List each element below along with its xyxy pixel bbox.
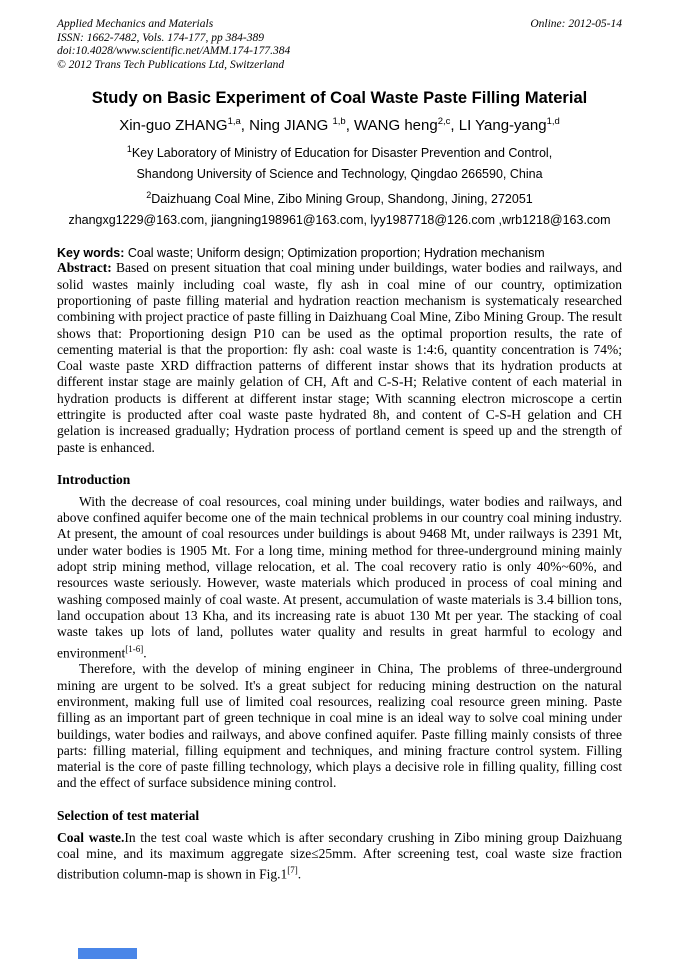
keywords-text: Coal waste; Uniform design; Optimization proportion; Hydration mechanism xyxy=(127,246,545,261)
paragraph-text: Therefore, with the develop of mining engineer in China, The problems of three-underground mining are urgent to be solved. It's a great subject for reducing mining destruction on the natural environment, making full use of limited coal resources, realizing coal resource green mining. Paste filling as an important part of green technique in coal mine is an ideal way to solve coal mining under buildings, water bodies and railways, and above confined aquifer. Paste filling mainly consists of three parts: filling material, filling equipment and techniques, and mining fracture control system. Filling material is the core of paste filling technology, which plays a decisive role in filling quality, filling cost and the effect of surface subsidence mining control. xyxy=(57,661,622,791)
author-name: Xin-guo ZHANG xyxy=(119,117,228,134)
journal-header xyxy=(57,18,622,72)
author-affil-mark: 1,d xyxy=(546,116,560,127)
keywords-line xyxy=(57,246,622,260)
affiliation-line-3 xyxy=(57,185,622,210)
coal-waste-paragraph xyxy=(57,830,622,883)
affiliations xyxy=(57,139,622,210)
citation-ref: [7] xyxy=(287,865,298,876)
section-heading-selection: Selection of test material xyxy=(57,807,200,823)
paper-title: Study on Basic Experiment of Coal Waste Paste Filling Material xyxy=(91,89,588,107)
affiliation-line-2 xyxy=(57,164,622,185)
issn-line: ISSN: 1662-7482, Vols. 174-177, pp 384-389 xyxy=(57,31,264,44)
affiliation-text: Daizhuang Coal Mine, Zibo Mining Group, Shandong, Jining, 272051 xyxy=(151,192,533,207)
paragraph-text: In the test coal waste which is after secondary crushing in Zibo mining group Daizhuang coal mine, and its maximum aggregate size≤25mm. After screening test, coal waste size fraction distribution column-map is shown in Fig.1 xyxy=(57,829,622,882)
paragraph-text: . xyxy=(297,866,302,882)
author-affil-mark: 1,a xyxy=(227,116,241,127)
coal-waste-label: Coal waste. xyxy=(57,829,125,845)
affiliation-line-1 xyxy=(57,139,622,164)
author-name: , Ning JIANG xyxy=(240,117,333,134)
author-emails: zhangxg1229@163.com, jiangning198961@163.com, lyy1987718@126.com ,wrb1218@163.com xyxy=(68,213,611,228)
figure1-column-bar-fragment xyxy=(78,948,137,959)
authors-line xyxy=(57,116,622,134)
author-name: , WANG heng xyxy=(345,117,438,134)
introduction-paragraph-1 xyxy=(57,494,622,661)
author-name: , LI Yang-yang xyxy=(450,117,547,134)
journal-header-row xyxy=(57,18,622,32)
affiliation-text: Shandong University of Science and Technology, Qingdao 266590, China xyxy=(136,167,543,182)
affiliation-text: Key Laboratory of Ministry of Education for Disaster Prevention and Control, xyxy=(131,146,553,161)
affiliation-mark: 1 xyxy=(126,144,132,154)
author-affil-mark: 2,c xyxy=(437,116,451,127)
copyright-line: © 2012 Trans Tech Publications Ltd, Switzerland xyxy=(57,58,285,71)
section-heading-introduction: Introduction xyxy=(57,471,131,487)
abstract-text: Based on present situation that coal mining under buildings, water bodies and railways, and solid wastes mainly including coal waste, fly ash in coal mine of our country, optimization proportioning of paste filling material and hydration reaction mechanism is systematicaly researched combining with project practice of paste filling in Daizhuang Coal Mine, Zibo Mining Group. The result shows that: Proportioning design P10 can be used as the optimal proportion results, the rate of cementing material is that the proportion: fly ash: coal waste is 1:4:6, quantity concentration is 74%; Coal waste paste XRD diffraction patterns of different instar shows that its hydration products at different instar stage are mainly gelation of CH, Aft and C-S-H; Relative content of each material in hydration products is different at different instar stage; With scanning electron microscope a certin ettringite is producted after coal waste paste hydrated 8h, and content of C-S-H gelation and CH gelation is increased gradually; Hydration process of portland cement is speed up and the strength of paste is enhanced. xyxy=(57,260,622,455)
abstract-label: Abstract: xyxy=(57,260,116,276)
paragraph-text: . xyxy=(143,645,147,661)
abstract xyxy=(57,260,622,456)
affiliation-mark: 2 xyxy=(146,190,152,201)
journal-name: Applied Mechanics and Materials xyxy=(57,18,214,30)
citation-ref: [1-6] xyxy=(125,643,144,654)
keywords-label: Key words: xyxy=(57,246,128,261)
paragraph-text: With the decrease of coal resources, coal mining under buildings, water bodies and railways, and above confined aquifer become one of the main technical problems in our country coal mining industry. At present, the amount of coal resources under buildings is about 9468 Mt, under railways is 2391 Mt, under water bodies is 1905 Mt. For a long time, mining method for three-underground mining mainly adopt strip mining method, village relocation, et al. The coal recovery ratio is only 40%~60%, and resources waste seriously. However, waste materials which produced in process of coal mining and washing composed mainly of coal waste. At present, accumulation of waste materials is 3.4 billion tons, land occupation about 13 Kha, and its increasing rate is abuot 130 Mt per year. The stacking of coal waste takes up lots of land, pollutes water quality and results in great harmful to ecology and environment xyxy=(57,493,622,661)
doi-line: doi:10.4028/www.scientific.net/AMM.174-177.384 xyxy=(57,45,291,57)
introduction-paragraph-2 xyxy=(57,661,622,791)
online-date: Online: 2012-05-14 xyxy=(530,18,622,30)
author-affil-mark: 1,b xyxy=(332,116,346,127)
